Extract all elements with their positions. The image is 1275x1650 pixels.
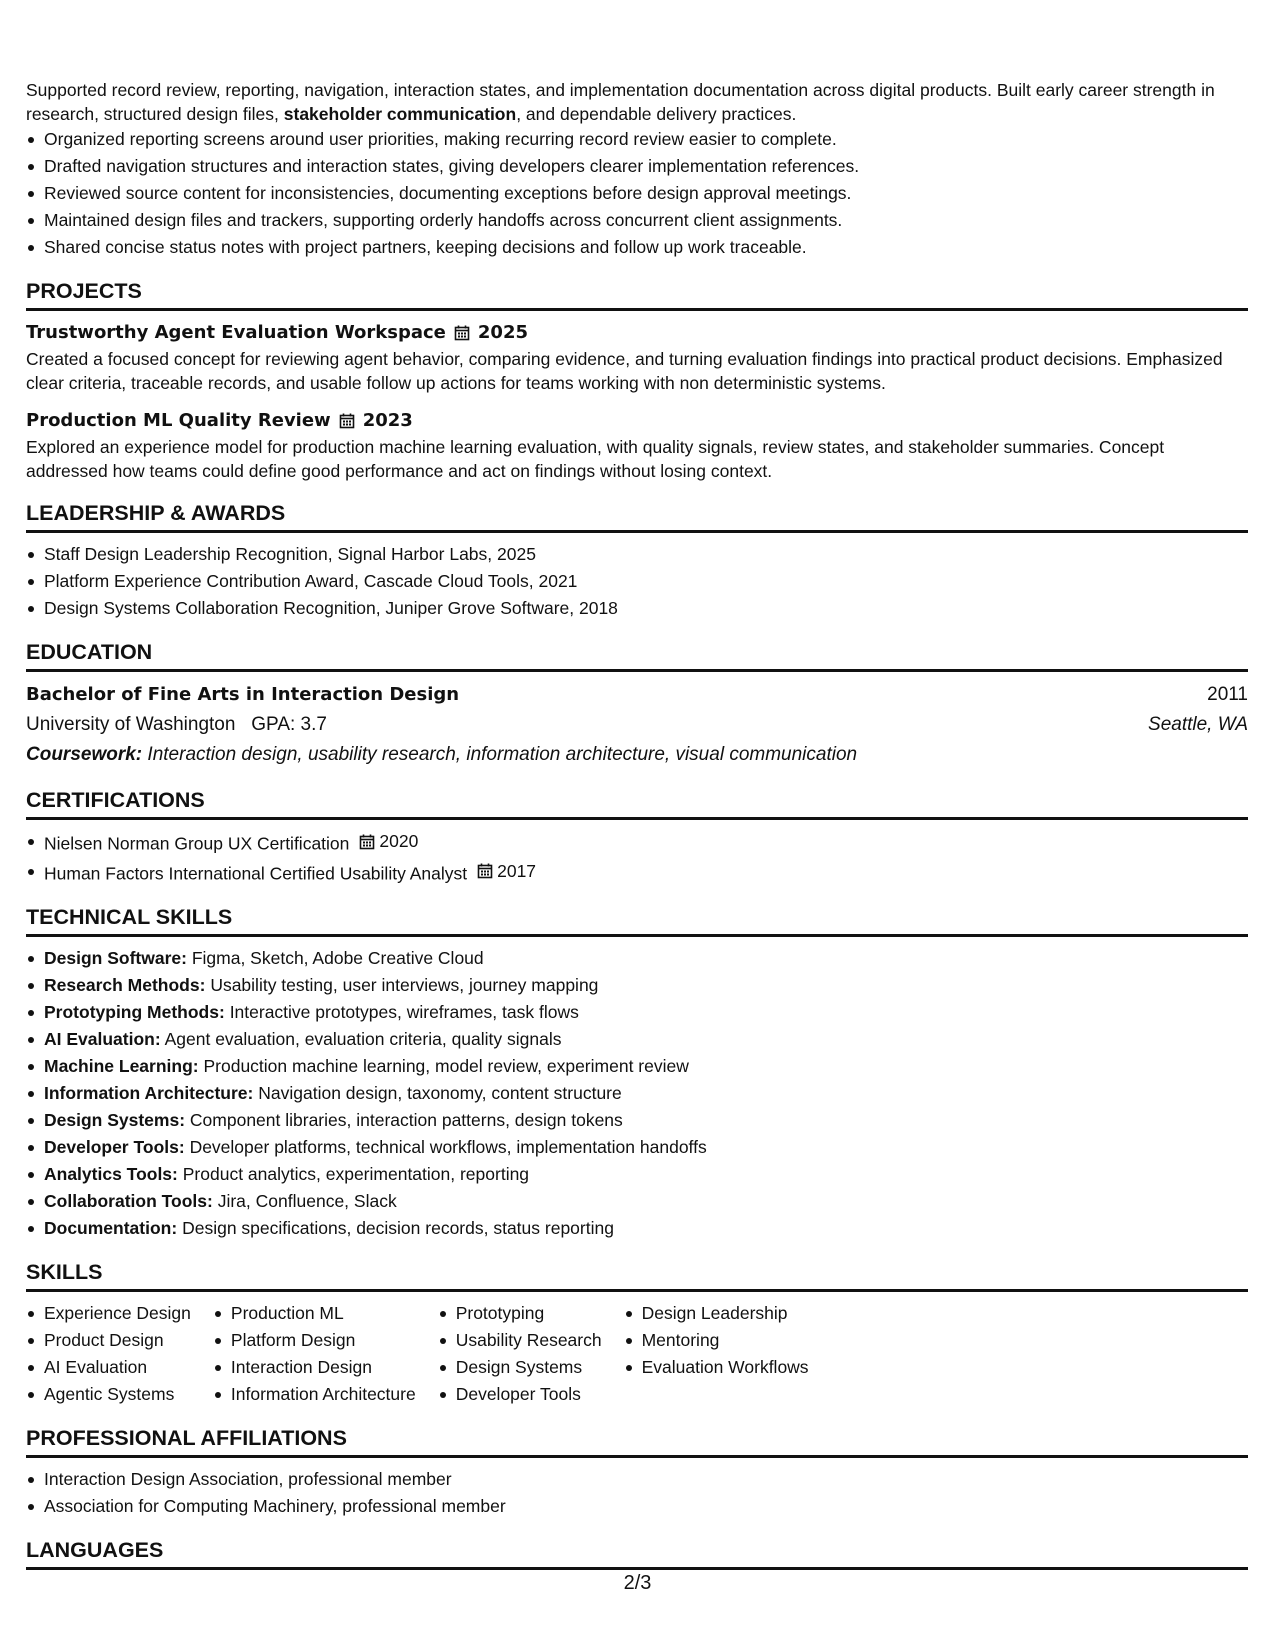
list-item: Design Leadership bbox=[624, 1300, 809, 1327]
list-item: Drafted navigation structures and interaction states, giving developers clearer implementation references. bbox=[26, 153, 1248, 180]
section-divider bbox=[26, 1567, 1248, 1570]
list-item bbox=[26, 828, 1248, 858]
resume-page bbox=[26, 78, 1248, 1578]
skill-label: Research Methods: bbox=[44, 975, 206, 995]
list-item bbox=[26, 1161, 1248, 1188]
list-item: Design Systems Collaboration Recognition, Juniper Grove Software, 2018 bbox=[26, 595, 1248, 622]
affiliations-section bbox=[26, 1424, 1248, 1520]
education-degree-row bbox=[26, 680, 1248, 710]
cert-date bbox=[477, 858, 536, 885]
section-heading: PROFESSIONAL AFFILIATIONS bbox=[26, 1426, 347, 1450]
list-item: Interaction Design Association, professional member bbox=[26, 1466, 1248, 1493]
technical-skills-section bbox=[26, 903, 1248, 1242]
skill-value: Jira, Confluence, Slack bbox=[217, 1191, 397, 1211]
skill-value: Production machine learning, model review, experiment review bbox=[203, 1056, 689, 1076]
section-heading: LANGUAGES bbox=[26, 1538, 164, 1562]
leadership-section bbox=[26, 499, 1248, 622]
list-item: Developer Tools bbox=[438, 1381, 602, 1408]
calendar-icon bbox=[339, 413, 355, 429]
list-item: Shared concise status notes with project partners, keeping decisions and follow up work traceable. bbox=[26, 234, 1248, 261]
calendar-icon bbox=[454, 325, 470, 341]
skills-column bbox=[438, 1300, 602, 1408]
skill-label: AI Evaluation: bbox=[44, 1029, 161, 1049]
project-item bbox=[26, 407, 1248, 483]
section-heading: SKILLS bbox=[26, 1260, 103, 1284]
affiliations-list bbox=[26, 1466, 1248, 1520]
cert-date bbox=[359, 828, 418, 855]
list-item: Experience Design bbox=[26, 1300, 191, 1327]
list-item bbox=[26, 945, 1248, 972]
cert-name: Human Factors International Certified Usability Analyst bbox=[44, 863, 468, 883]
section-divider bbox=[26, 308, 1248, 311]
list-item: Product Design bbox=[26, 1327, 191, 1354]
skill-value: Developer platforms, technical workflows, implementation handoffs bbox=[189, 1137, 707, 1157]
list-item bbox=[26, 1188, 1248, 1215]
technical-skills-list bbox=[26, 945, 1248, 1242]
list-item: Prototyping bbox=[438, 1300, 602, 1327]
cert-year: 2017 bbox=[497, 860, 537, 881]
list-item: AI Evaluation bbox=[26, 1354, 191, 1381]
skill-label: Documentation: bbox=[44, 1218, 178, 1238]
skills-grid bbox=[26, 1300, 1248, 1408]
list-item bbox=[26, 1107, 1248, 1134]
section-divider bbox=[26, 1455, 1248, 1458]
list-item bbox=[26, 1080, 1248, 1107]
skill-label: Analytics Tools: bbox=[44, 1164, 178, 1184]
list-item: Evaluation Workflows bbox=[624, 1354, 809, 1381]
list-item: Platform Design bbox=[213, 1327, 416, 1354]
education-school-row bbox=[26, 710, 1248, 740]
project-title-row bbox=[26, 407, 1248, 435]
experience-bullets bbox=[26, 126, 1248, 261]
page-number: 2/3 bbox=[623, 1572, 652, 1594]
languages-section bbox=[26, 1536, 1248, 1570]
project-item bbox=[26, 319, 1248, 395]
list-item: Agentic Systems bbox=[26, 1381, 191, 1408]
section-heading: EDUCATION bbox=[26, 640, 153, 664]
calendar-icon bbox=[477, 863, 493, 879]
skill-value: Agent evaluation, evaluation criteria, quality signals bbox=[164, 1029, 562, 1049]
projects-section bbox=[26, 277, 1248, 483]
list-item: Usability Research bbox=[438, 1327, 602, 1354]
skill-label: Developer Tools: bbox=[44, 1137, 185, 1157]
list-item bbox=[26, 999, 1248, 1026]
project-title-row bbox=[26, 319, 1248, 347]
list-item: Interaction Design bbox=[213, 1354, 416, 1381]
cert-name: Nielsen Norman Group UX Certification bbox=[44, 833, 350, 854]
coursework bbox=[26, 740, 857, 770]
coursework-list: Interaction design, usability research, information architecture, visual communication bbox=[147, 744, 858, 765]
list-item bbox=[26, 1026, 1248, 1053]
list-item: Association for Computing Machinery, professional member bbox=[26, 1493, 1248, 1520]
skill-label: Design Systems: bbox=[44, 1110, 186, 1130]
list-item: Production ML bbox=[213, 1300, 416, 1327]
skills-column bbox=[624, 1300, 809, 1408]
coursework-label: Coursework: bbox=[26, 744, 143, 765]
gpa: GPA: 3.7 bbox=[251, 714, 327, 735]
skill-value: Navigation design, taxonomy, content structure bbox=[258, 1083, 622, 1103]
section-heading: PROJECTS bbox=[26, 279, 142, 303]
list-item bbox=[26, 1053, 1248, 1080]
project-year: 2025 bbox=[477, 322, 528, 343]
list-item: Mentoring bbox=[624, 1327, 809, 1354]
school-location: Seattle, WA bbox=[1148, 714, 1248, 735]
skill-label: Machine Learning: bbox=[44, 1056, 199, 1076]
emphasis-text: stakeholder communication bbox=[283, 104, 517, 124]
project-description: Explored an experience model for production machine learning evaluation, with quality signals, review states, and stakeholder summaries. Concept addressed how teams could define good performance and act on findings without losing context. bbox=[26, 437, 1165, 481]
project-description: Created a focused concept for reviewing agent behavior, comparing evidence, and turning evaluation findings into practical product decisions. Emphasized clear criteria, traceable records, and usable follow up actions for teams working with non deterministic systems. bbox=[26, 349, 1223, 393]
certifications-section bbox=[26, 786, 1248, 887]
list-item bbox=[26, 972, 1248, 999]
awards-list bbox=[26, 541, 1248, 622]
list-item bbox=[26, 1134, 1248, 1161]
section-divider bbox=[26, 934, 1248, 937]
degree-title: Bachelor of Fine Arts in Interaction Design bbox=[26, 684, 460, 705]
list-item: Staff Design Leadership Recognition, Signal Harbor Labs, 2025 bbox=[26, 541, 1248, 568]
list-item bbox=[26, 858, 1248, 888]
graduation-year: 2011 bbox=[1207, 684, 1248, 705]
skills-section bbox=[26, 1258, 1248, 1408]
education-section bbox=[26, 638, 1248, 770]
section-divider bbox=[26, 1289, 1248, 1292]
school-info bbox=[26, 710, 327, 740]
list-item bbox=[26, 1215, 1248, 1242]
project-year: 2023 bbox=[362, 410, 413, 431]
skill-label: Collaboration Tools: bbox=[44, 1191, 213, 1211]
skill-value: Component libraries, interaction patterns, design tokens bbox=[189, 1110, 623, 1130]
skill-value: Design specifications, decision records, status reporting bbox=[182, 1218, 614, 1238]
calendar-icon bbox=[359, 834, 375, 850]
list-item: Organized reporting screens around user priorities, making recurring record review easier to complete. bbox=[26, 126, 1248, 153]
certifications-list bbox=[26, 828, 1248, 887]
skill-value: Figma, Sketch, Adobe Creative Cloud bbox=[191, 948, 484, 968]
section-heading: CERTIFICATIONS bbox=[26, 788, 205, 812]
skill-value: Interactive prototypes, wireframes, task flows bbox=[229, 1002, 579, 1022]
list-item: Platform Experience Contribution Award, Cascade Cloud Tools, 2021 bbox=[26, 568, 1248, 595]
cert-year: 2020 bbox=[379, 831, 419, 851]
project-title: Trustworthy Agent Evaluation Workspace bbox=[26, 322, 446, 343]
list-item: Reviewed source content for inconsistencies, documenting exceptions before design approval meetings. bbox=[26, 180, 1248, 207]
section-heading: LEADERSHIP & AWARDS bbox=[26, 501, 286, 525]
skills-column bbox=[213, 1300, 416, 1408]
coursework-row bbox=[26, 740, 1248, 770]
list-item: Maintained design files and trackers, supporting orderly handoffs across concurrent client assignments. bbox=[26, 207, 1248, 234]
list-item: Design Systems bbox=[438, 1354, 602, 1381]
skill-value: Usability testing, user interviews, journey mapping bbox=[210, 975, 599, 995]
section-divider bbox=[26, 669, 1248, 672]
skill-label: Design Software: bbox=[44, 948, 187, 968]
section-divider bbox=[26, 530, 1248, 533]
skills-column bbox=[26, 1300, 191, 1408]
skill-label: Prototyping Methods: bbox=[44, 1002, 225, 1022]
experience-continuation bbox=[26, 78, 1248, 261]
skill-label: Information Architecture: bbox=[44, 1083, 254, 1103]
section-heading: TECHNICAL SKILLS bbox=[26, 905, 233, 929]
project-title: Production ML Quality Review bbox=[26, 410, 331, 431]
list-item: Information Architecture bbox=[213, 1381, 416, 1408]
skill-value: Product analytics, experimentation, reporting bbox=[182, 1164, 530, 1184]
experience-summary: Supported record review, reporting, navigation, interaction states, and implementation documentation across digital products. Built early career strength in research, structured design files, stakeholder communication, and dependable delivery practices. bbox=[26, 80, 1215, 124]
school-name: University of Washington bbox=[26, 714, 236, 735]
section-divider bbox=[26, 817, 1248, 820]
